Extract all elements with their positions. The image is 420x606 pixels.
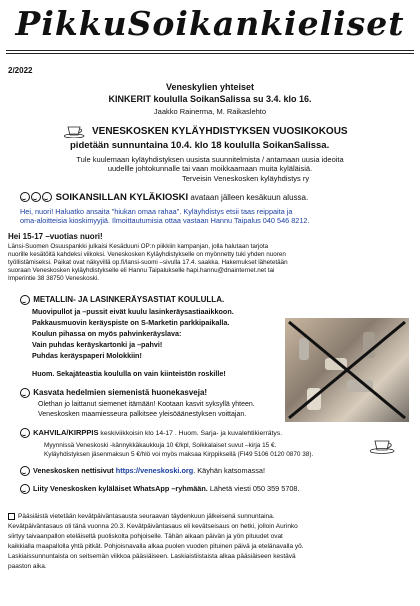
kasvata-title: Kasvata hedelmien siemenistä huonekasveja! [33,388,208,398]
nuoret-body-4: suoraan Veneskosken kyläyhdistykselle eli Hannu Taipalukselle hapi.hannu@dnainternet.net tai [8,267,275,274]
kasvata-body-2: Veneskosken maamiesseura palkitsee yleisöäänestyksen voittajan. [38,411,247,418]
astiat-line-1: Muovipullot ja –pussit eivät kuulu lasinkeräysastiaaikkoon. [32,307,234,316]
netti-prefix: Veneskosken nettisivut [33,466,116,475]
paasiainen-line-4: kaikkialla maapallolla yhtä pitkät. Pohjoisnavalla alkaa puolen vuoden pituinen päivä ja etelänavalla yö. [8,543,304,550]
smiley-icon [20,466,30,476]
kinkerit-line: KINKERIT koululla SoikanSalissa su 3.4. klo 16. [108,94,312,104]
paasiainen-line-6: paaston aika. [8,563,47,570]
astiat-line-2: Pakkausmuovin keräyspiste on S-Marketin parkkipaikalla. [32,318,230,327]
whatsapp-line [20,484,300,494]
vuosikokous-body-2: uudellle johtokunnalle tai vaan moikkaamaan muita kyläläisiä. [107,164,313,173]
paasiainen-text-1: Pääsiäistä vietetään kevätpäiväntasausta seuraavan täydenkuun jälkeisenä sunnuntaina. [18,513,275,520]
astiat-title: METALLIN- JA LASINKERÄYSASTIAT KOULULLA. [33,295,225,305]
kioski-title: SOIKANSILLAN KYLÄKIOSKI [55,192,189,203]
kahvila-title: KAHVILA/KIRPPIS [33,428,99,437]
kahvila-heading [20,428,282,438]
masthead-divider-2 [6,53,414,54]
nuoret-body-1: Länsi-Suomen Osuuspankki julkaisi Kesäduuni OP:n piikkiin kampanjan, jolla halutaan tarjota [8,243,269,250]
kahvila-body-1: Myynnissä Veneskoski -kännykkäkaukkuja 10 €/kpl, Soikkalaiset suvut –kirja 15 €. [44,442,277,449]
veneskylien-title: Veneskylien yhteiset [165,82,255,92]
masthead: PikkuSoikankieliset [15,4,405,43]
masthead-divider [6,50,414,51]
coffee-cup-icon [370,436,396,454]
issue-number: 2/2022 [8,66,33,75]
kasvata-body-1: Olethan jo laittanut siemenet itämään! Kootaan kasvit syksyllä yhteen. [38,401,255,408]
astiat-line-3: Koulun pihassa on myös pahvinkeräyslava: [32,329,182,338]
vuosikokous-title: VENESKOSKEN KYLÄYHDISTYKSEN VUOSIKOKOUS [92,126,348,137]
kasvata-heading [20,388,207,398]
smiley-icon [20,484,30,494]
paasiainen-line-5: Laskiaissunnuntaista on seitsemän viikkoa pääsiäiseen. Laskiaistiistaista alkaa pääsiäiseen kestävä [8,553,296,560]
nuoret-title: Hei 15-17 –vuotias nuori! [8,232,103,241]
astiat-heading [20,295,224,305]
smiley-icon [20,428,30,438]
kahvila-title-rest: keskiviikkoisin klo 14-17 . Huom. Sarja- ja kuvalehtikierrätys. [98,430,283,437]
paasiainen-line-2: Kevätpäiväntasaus oli tänä vuonna 20.3. Kevätpäiväntasaus eli kevätseisaus on hetki, jolloin Aurinko [8,523,298,530]
netti-line [20,466,265,476]
vuosikokous-body-1: Tule kuulemaan kyläyhdistyksen uusista suunnitelmista / antamaan uusia ideoita [76,155,344,164]
kahvila-body-2: Kyläyhdistyksen jäsenmaksun 5 €/hlö voi myös maksaa Kirppiksellä (FI49 5106 0120 0870 38). [44,451,314,458]
kioski-title-rest: avataan jälleen kesäkuun alussa. [188,193,309,202]
astiat-line-7: Huom. Sekajäteastia koululla on vain kiinteistön roskille! [32,369,226,378]
smiley-icon [42,192,52,202]
kinkerit-hosts: Jaakko Rainerma, M. Raikaslehto [153,107,267,116]
vuosikokous-when: pidetään sunnuntaina 10.4. klo 18 koululla SoikanSalissa. [70,140,330,151]
nuoret-body-3: työllistämiseksi. Paikat ovat näkyvillä op.fi/lansi-suomi –sivulla 17.4. saakka. Hakemukset lähetetään [8,259,288,266]
kioski-heading [20,192,308,203]
kioski-body-1: Hei, nuori! Haluatko ansaita "hiukan omaa rahaa". Kyläyhdistys etsii taas reippaita ja [20,207,293,216]
netti-suffix: . Käyhän katsomassa! [193,466,266,475]
square-bullet-icon [8,513,15,520]
nuoret-body-5: Imperintie 38 38750 Veneskoski. [8,275,100,282]
paasiainen-line-1 [8,512,275,521]
whatsapp-prefix: Liity Veneskosken kyläläiset WhatsApp –ryhmään. [33,484,208,493]
kioski-body-2: oma-aloitteisia kioskimyyjiä. Ilmoittautumisia ottaa vastaan Hannu Taipalus 040 546 8212. [20,216,310,225]
nuoret-body-2: nuorille kesätöitä kahdeksi viikoksi. Veneskosken Kyläyhdistykselle on myönnetty tuki yhden nuoren [8,251,286,258]
netti-url-link[interactable]: https://veneskoski.org [115,466,194,475]
paasiainen-line-3: siirtyy taivaanpallon eteläiseltä puoliskolta pohjoiselle. Tähän aikaan päivän ja yön pituudet ovat [8,533,283,540]
smiley-icon [20,388,30,398]
recycling-photo [285,318,409,422]
smiley-icon [20,295,30,305]
astiat-line-4: Vain puhdas keräyskartonki ja –pahvi! [32,340,163,349]
whatsapp-suffix: Lähetä viesti 050 359 5708. [207,484,300,493]
astiat-line-5: Puhdas keräyspaperi Molokkiin! [32,351,142,360]
coffee-cup-icon [64,122,86,138]
smiley-icon [31,192,41,202]
vuosikokous-signature: Terveisin Veneskosken kyläyhdistys ry [182,174,310,183]
cross-out-icon [285,318,409,422]
smiley-icon [20,192,30,202]
